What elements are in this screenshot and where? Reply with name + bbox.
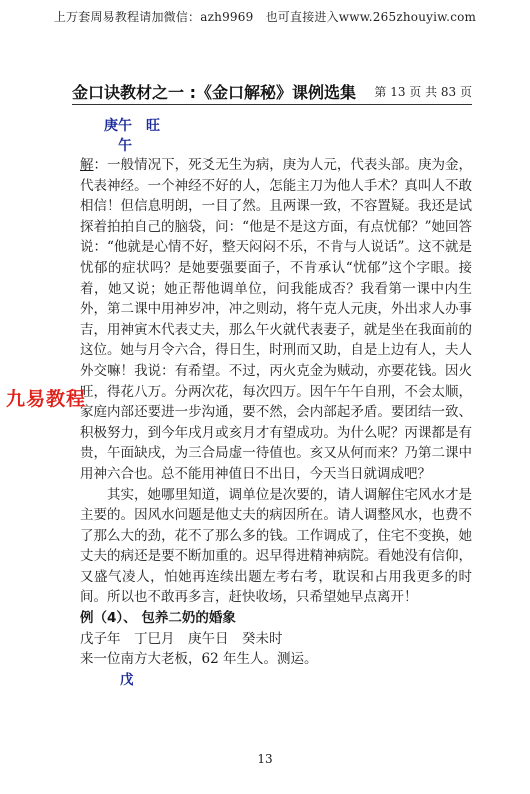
document-title: 金口诀教材之一 :《金口解秘》课例选集 bbox=[72, 83, 356, 102]
case-line: 来一位南方大老板，62 年生人。测运。 bbox=[80, 651, 318, 668]
pillar-line-1: 庚午 旺 bbox=[104, 118, 160, 134]
top-banner: 上万套周易教程请加微信：azh9969 也可直接进入www.265zhouyiw.com bbox=[53, 10, 477, 24]
date-line: 戊子年 丁巳月 庚午日 癸未时 bbox=[80, 630, 283, 647]
paragraph-1 bbox=[80, 155, 472, 485]
trailing-pillar: 戊 bbox=[120, 671, 134, 688]
paragraph-1-text: ：一般情况下，死爻无生为病，庚为人元，代表头部。庚为金，代表神经。一个神经不好的人，怎能主刀为他人手术？真叫人不敢相信！但信息明朗，一目了然。且两课一致，不容置疑。我还是试探着拍拍自己的脑袋，问：“他是不是这方面，有点忧郁？”她回答说：“他就是心情不好，整天闷闷不乐，不肯与人说话”。这不就是忧郁的症状吗？是她要强要面子，不肯承认“忧郁”这个字眼。接着，她又说；她正帮他调单位，问我能成否？我看第一课中内生外，第二课中用神岁冲，冲之则动，将午克人元庚，外出求人办事吉，用神寅木代表丈夫，那么午火就代表妻子，就是坐在我面前的这位。她与月令六合，得日生，时刑而又助，自是上边有人，夫人外交嘛！我说：有希望。不过，丙火克金为贼动，亦要花钱。因火旺，得花八万。分两次花，每次四万。因午午午自刑，不会太顺，家庭内部还要进一步沟通，要不然，会内部起矛盾。要团结一致、积极努力，到今年戌月或亥月才有望成功。为什么呢？丙课都是有贵，午面缺戌，为三合局虚一待值也。亥又从何而来？乃第二课中用神六合也。总不能用神值日不出日，今天当日就调成吧？ bbox=[80, 157, 473, 482]
jie-label: 解 bbox=[80, 157, 94, 173]
paragraph-2: 其实，她哪里知道，调单位是次要的，请人调解住宅风水才是主要的。因风水问题是他丈夫的病因所在。请人调整风水，也费不了那么大的劲，花不了那么多的钱。工作调成了，住宅不变换，她丈夫的病还是要不断加重的。迟早得进精神病院。看她没有信仰，又盛气凌人，怕她再连续出题左考右考，耽误和占用我更多的时间。所以也不敢再多言，赶快收场，只希望她早点离开！ bbox=[80, 486, 472, 606]
example-title: 例（4）、 包养二奶的婚象 bbox=[80, 610, 236, 627]
watermark-stamp: 九易教程 bbox=[6, 388, 87, 410]
body-text bbox=[80, 155, 472, 690]
page-header bbox=[72, 80, 472, 102]
header-rule bbox=[72, 104, 472, 105]
page-info: 第 13 页 共 83 页 bbox=[374, 85, 472, 99]
page-number: 13 bbox=[257, 752, 273, 766]
pillar-line-2: 午 bbox=[118, 138, 132, 154]
